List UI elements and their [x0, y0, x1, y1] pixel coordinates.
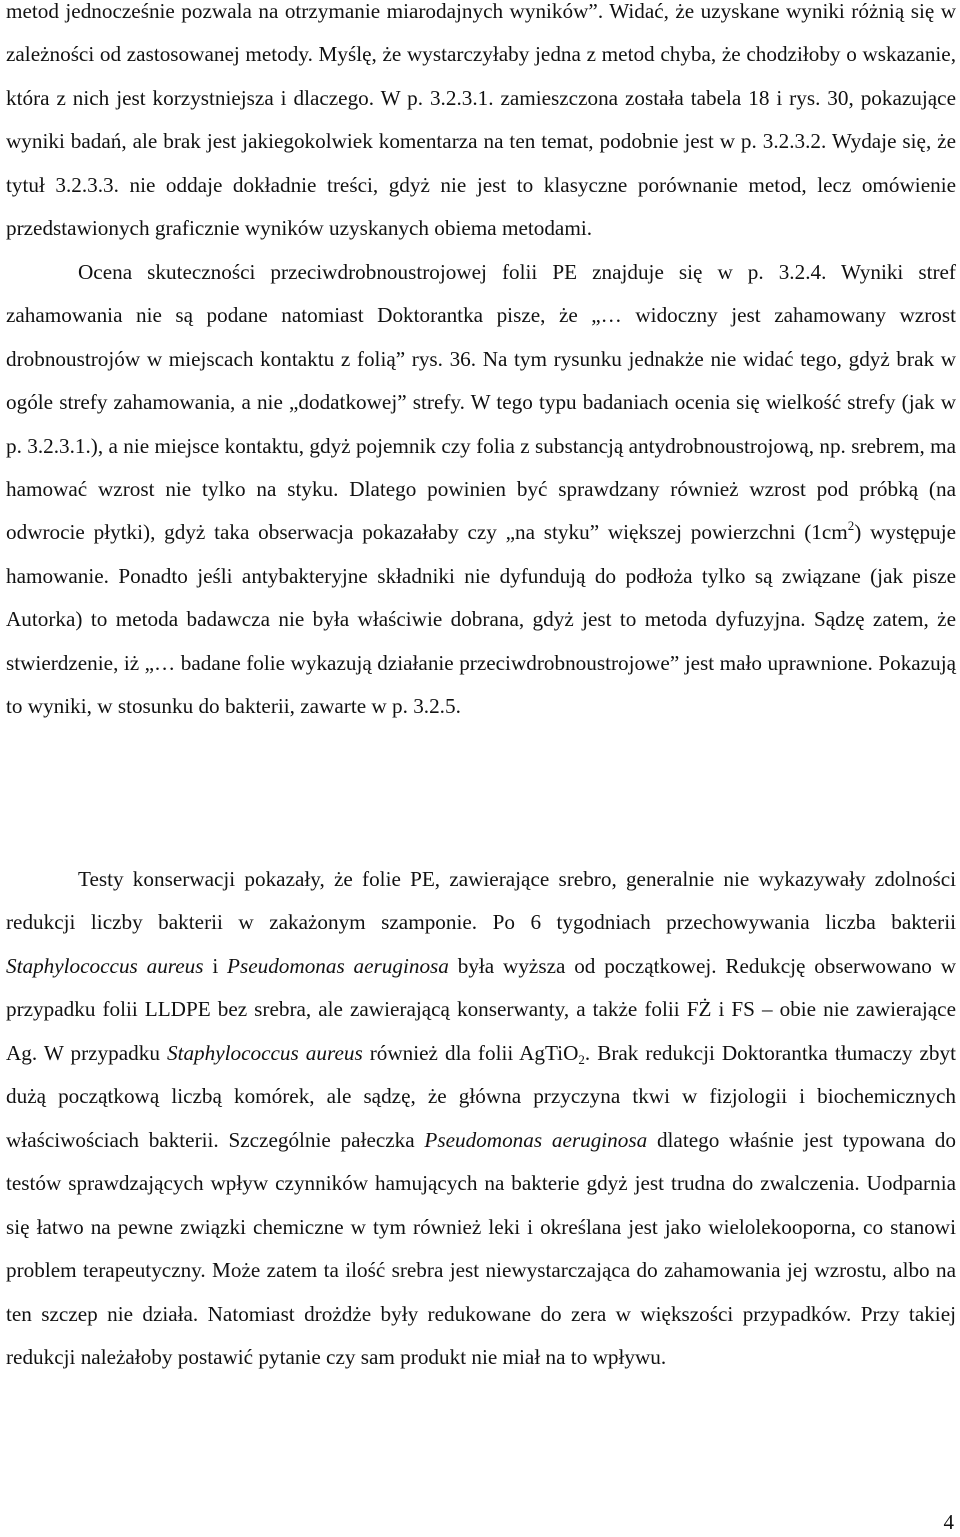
paragraph-preservation-tests — [6, 858, 956, 1379]
superscript: 2 — [847, 518, 855, 534]
body-text: . Brak redukcji Doktorantka tłumaczy zbyt dużą początkową liczbą komórek, ale sądzę, że główna przyczyna tkwi w fizjologii i biochemicznych właściwościach bakterii. Szczególnie pałeczka — [6, 1040, 956, 1152]
body-text: i — [203, 953, 228, 978]
paragraph-inhibition-zones — [6, 251, 956, 729]
body-text: Ocena skuteczności przeciwdrobnoustrojowej folii PE znajduje się w p. 3.2.4. Wyniki stref zahamowania nie są podane natomiast Doktorantka pisze, że „… widoczny jest zahamowany wzrost drobnoustrojów w miejscach kontaktu z folią” rys. 36. Na tym rysunku jednakże nie widać tego, gdyż brak w ogóle strefy zahamowania, a nie „dodatkowej” strefy. W tego typu badaniach ocenia się wielkość strefy (jak w p. 3.2.3.1.), a nie miejsce kontaktu, gdyż pojemnik czy folia z substancją antydrobnoustrojową, np. srebrem, ma hamować wzrost nie tylko na styku. Dlatego powinien być sprawdzany również wzrost pod próbką (na odwrocie płytki), gdyż taka obserwacja pokazałaby czy „na styku” większej powierzchni (1cm — [6, 259, 956, 545]
paragraph-shampoo-tests — [6, 858, 956, 1379]
page-number: 4 — [943, 1510, 954, 1534]
species-name: Staphylococcus aureus — [166, 1040, 363, 1065]
species-name: Pseudomonas aeruginosa — [227, 953, 449, 978]
species-name: Pseudomonas aeruginosa — [424, 1127, 648, 1152]
body-text: metod jednocześnie pozwala na otrzymanie miarodajnych wyników”. Widać, że uzyskane wyniki różnią się w zależności od zastosowanej metody. Myślę, że wystarczyłaby jedna z metod chyba, że chodziłoby o wskazanie, która z nich jest korzystniejsza i dlaczego. W p. 3.2.3.1. zamieszczona została tabela 18 i rys. 30, pokazujące wyniki badań, ale brak jest jakiegokolwiek komentarza na ten temat, podobnie jest w p. 3.2.3.2. Wydaje się, że tytuł 3.2.3.3. nie oddaje dokładnie treści, gdyż nie jest to klasyczne porównanie metod, lecz omówienie przedstawionych graficznie wyników uzyskanych obiema metodami. — [6, 0, 956, 241]
paragraph-silver-foil-methods — [6, 0, 956, 729]
body-text: Testy konserwacji pokazały, że folie PE, zawierające srebro, generalnie nie wykazywały zdolności redukcji liczby bakterii w zakażonym szamponie. Po 6 tygodniach przechowywania liczba bakterii — [6, 867, 956, 935]
body-text: ) występuje hamowanie. Ponadto jeśli antybakteryjne składniki nie dyfundują do podłoża tylko są związane (jak pisze Autorka) to metoda badawcza nie była właściwie dobrana, gdyż jest to metoda dyfuzyjna. Sądzę zatem, że stwierdzenie, iż „… badane folie wykazują działanie przeciwdrobnoustrojowe” jest mało uprawnione. Pokazują to wyniki, w stosunku do bakterii, zawarte w p. 3.2.5. — [6, 520, 957, 719]
body-text: dlatego właśnie jest typowana do testów sprawdzających wpływ czynników hamujących na bakterie gdyż jest trudna do zwalczenia. Uodparnia się łatwo na pewne związki chemiczne w tym również leki i określana jest jako wielolekooporna, co stanowi problem terapeutyczny. Może zatem ta ilość srebra jest niewystarczająca do zahamowania jej wzrostu, albo na ten szczep nie działa. Natomiast drożdże były redukowane do zera w większości przypadków. Przy takiej redukcji należałoby postawić pytanie czy sam produkt nie miał na to wpływu. — [6, 1127, 956, 1369]
body-text: była wyższa od początkowej. Redukcję obserwowano w przypadku folii LLDPE bez srebra, ale zawierającą konserwanty, a także folii FŻ i FS – obie nie zawierające Ag. W przypadku — [6, 953, 957, 1065]
species-name: Staphylococcus aureus — [6, 953, 204, 978]
body-text: również dla folii AgTiO — [362, 1040, 579, 1065]
paragraph-method-comparison — [6, 0, 956, 251]
subscript: 2 — [578, 1051, 585, 1067]
